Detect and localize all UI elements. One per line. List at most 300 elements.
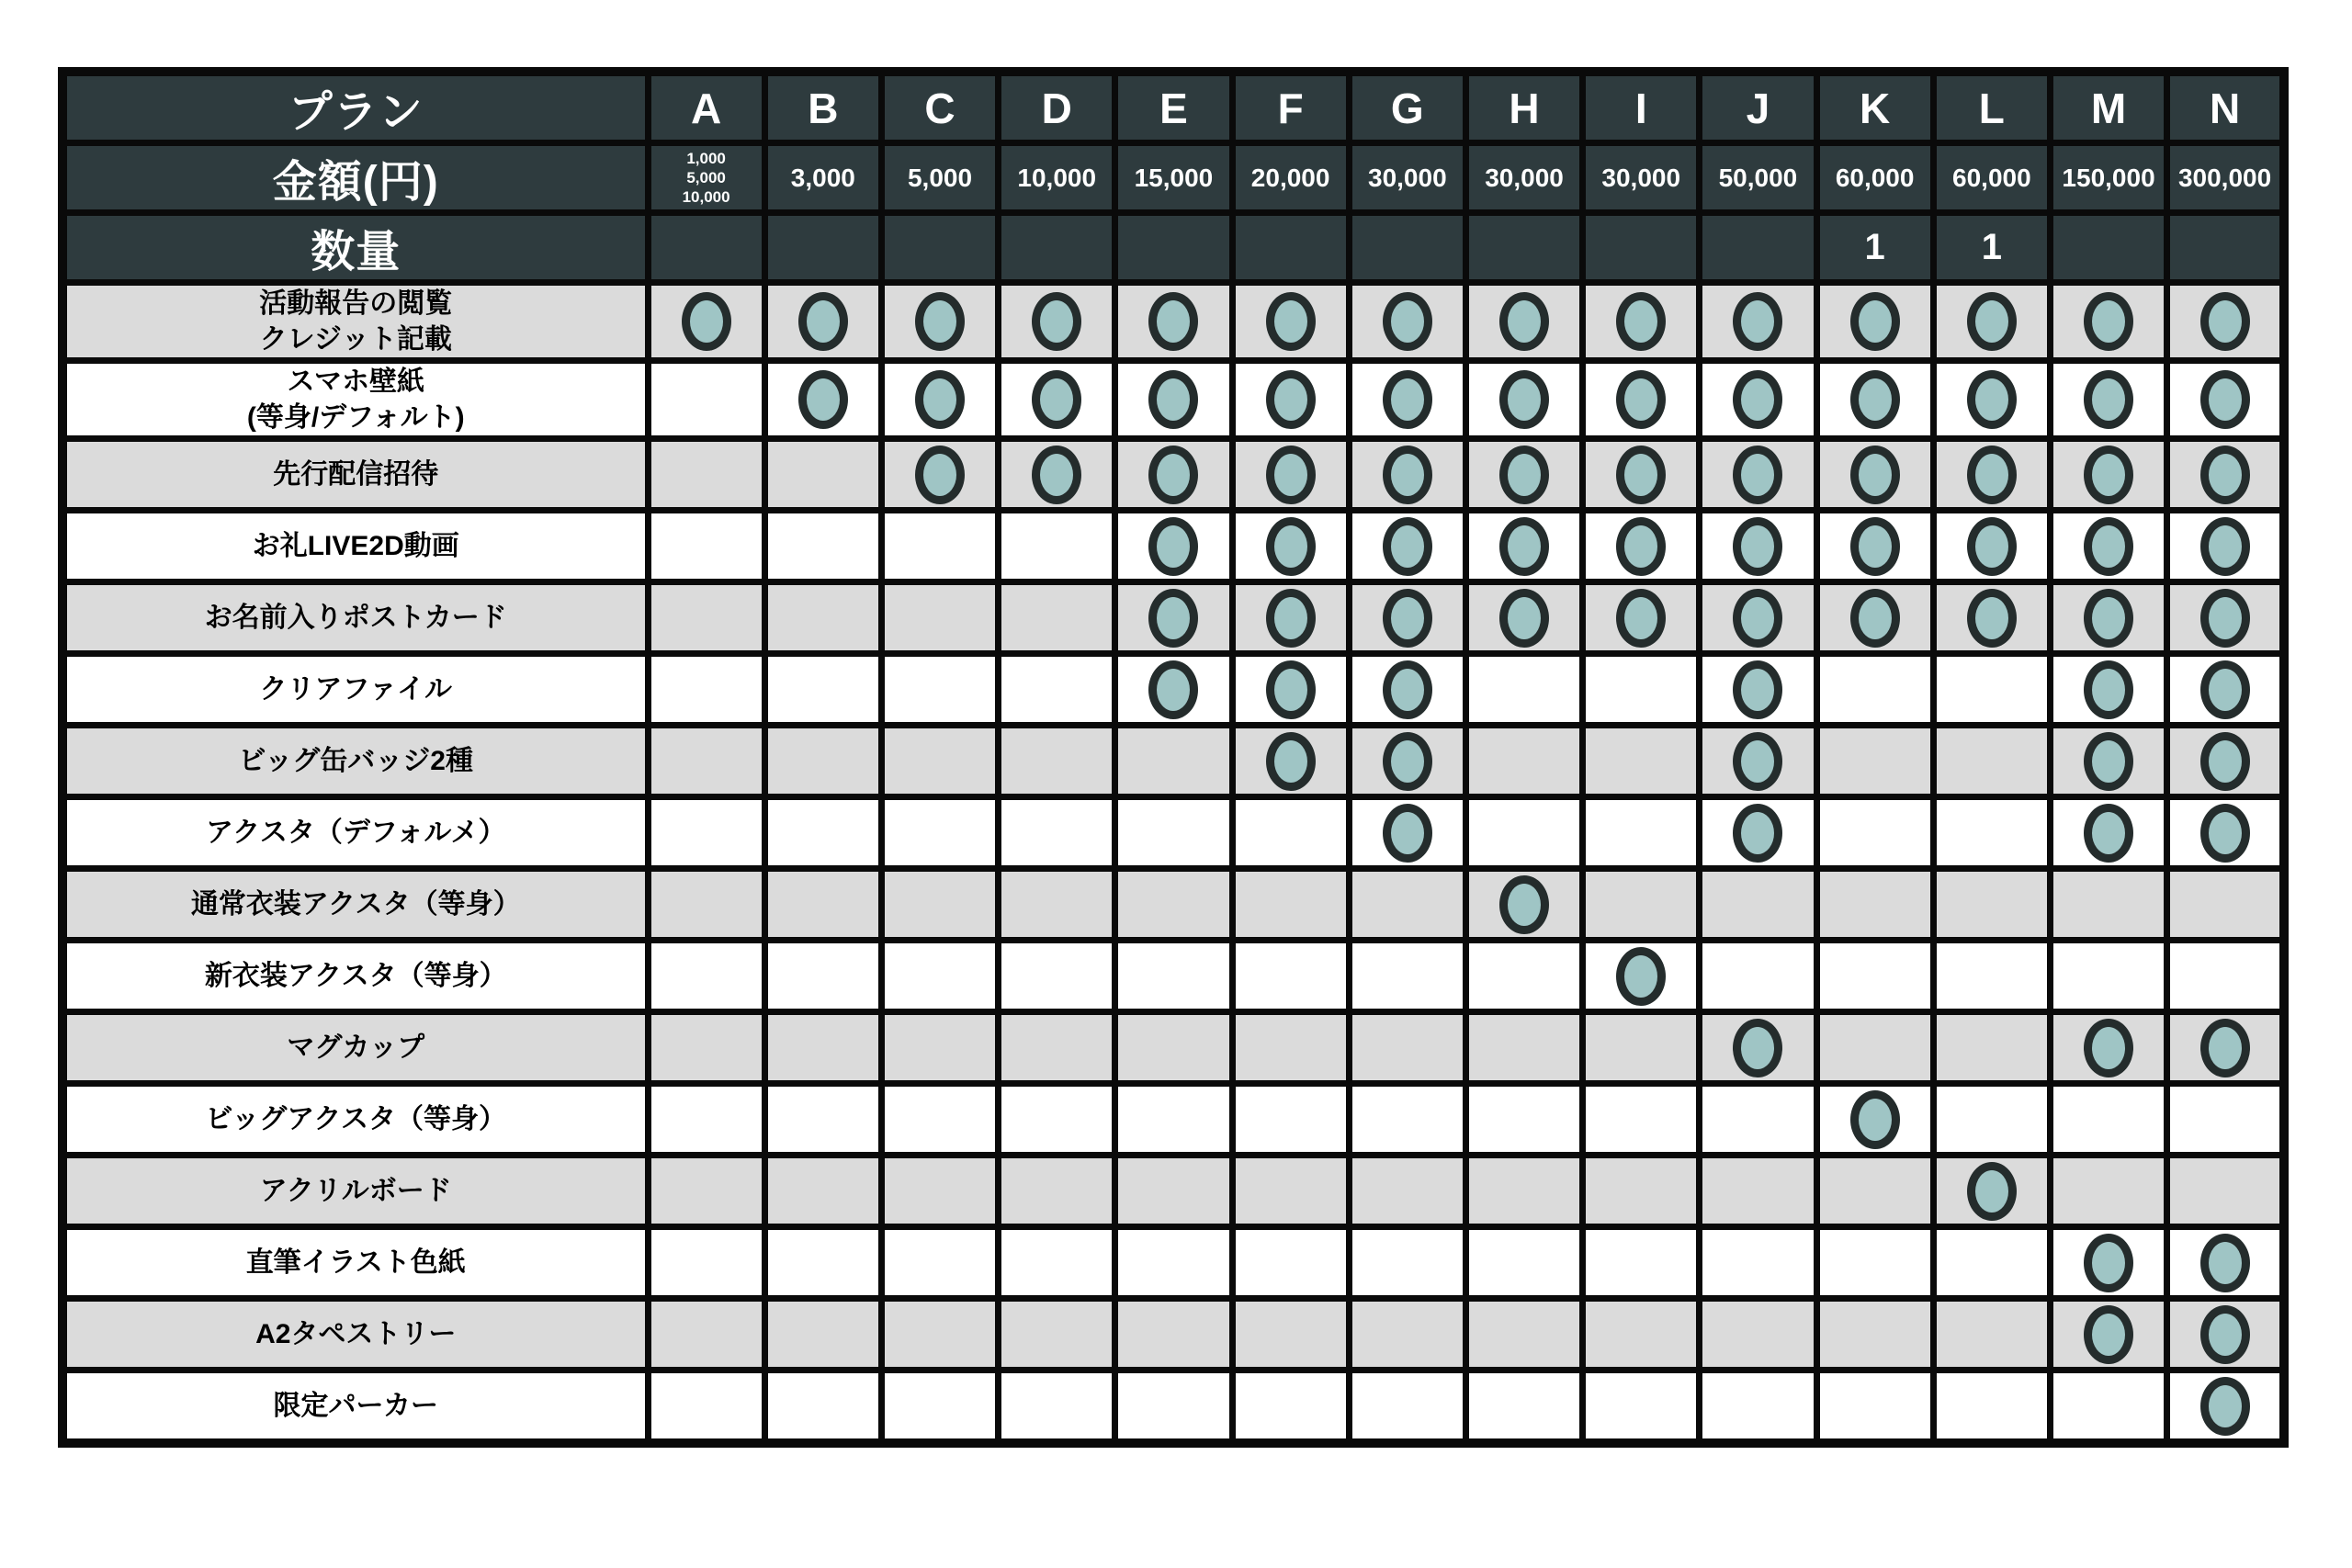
benefit-cell-M-0 [2050,283,2166,361]
benefit-cell-C-15 [881,1371,998,1444]
benefit-cell-J-6 [1700,726,1816,797]
plan-letter-I: I [1583,72,1700,143]
benefit-cell-J-3 [1700,511,1816,582]
benefit-cell-L-1 [1933,361,2050,439]
check-circle-icon [2084,804,2133,863]
price-A-line: 10,000 [682,188,730,207]
benefit-cell-J-2 [1700,439,1816,511]
benefit-row-6 [62,726,2284,797]
check-circle-icon [1148,517,1198,576]
benefit-cell-G-13 [1349,1227,1465,1299]
benefit-row-label [62,726,648,797]
benefit-cell-H-5 [1465,654,1582,726]
benefit-cell-L-3 [1933,511,2050,582]
price-cell-J [1700,143,1816,213]
check-circle-icon [1383,804,1432,863]
benefit-label-1-line: (等身/デフォルト) [246,402,465,433]
benefit-cell-D-10 [999,1012,1115,1084]
check-circle-icon [915,370,965,429]
benefit-row-7 [62,797,2284,869]
price-E-line: 15,000 [1134,163,1214,192]
benefit-cell-A-14 [648,1299,764,1371]
benefit-label-0-line: クレジット記載 [259,324,452,355]
price-A-line: 1,000 [686,149,726,167]
benefit-cell-B-0 [764,283,881,361]
plan-letter-E: E [1115,72,1232,143]
benefit-cell-M-15 [2050,1371,2166,1444]
price-L-line: 60,000 [1952,163,2031,192]
benefit-cell-F-6 [1232,726,1349,797]
benefit-cell-C-2 [881,439,998,511]
benefit-cell-E-12 [1115,1156,1232,1227]
price-cell-E [1115,143,1232,213]
price-cell-M [2050,143,2166,213]
benefit-cell-G-8 [1349,869,1465,941]
check-circle-icon [1733,517,1782,576]
benefit-cell-F-12 [1232,1156,1349,1227]
check-circle-icon [1850,517,1900,576]
check-circle-icon [1032,446,1081,504]
check-circle-icon [2084,1019,2133,1077]
benefit-cell-E-10 [1115,1012,1232,1084]
quantity-cell-B [764,213,881,283]
check-circle-icon [2200,370,2250,429]
benefit-cell-J-7 [1700,797,1816,869]
benefit-cell-N-9 [2167,941,2284,1012]
check-circle-icon [1733,446,1782,504]
benefit-row-4 [62,582,2284,654]
check-circle-icon [1499,589,1549,648]
benefit-cell-M-2 [2050,439,2166,511]
benefit-cell-M-14 [2050,1299,2166,1371]
benefit-cell-F-11 [1232,1084,1349,1156]
benefit-row-10 [62,1012,2284,1084]
check-circle-icon [1967,517,2017,576]
check-circle-icon [1499,446,1549,504]
benefit-cell-H-6 [1465,726,1582,797]
check-circle-icon [1616,370,1666,429]
quantity-cell-H [1465,213,1582,283]
quantity-cell-J [1700,213,1816,283]
check-circle-icon [1967,370,2017,429]
check-circle-icon [1616,446,1666,504]
benefit-cell-F-8 [1232,869,1349,941]
check-circle-icon [2084,446,2133,504]
benefit-label-8-line: 通常衣装アクスタ（等身） [190,889,521,919]
check-circle-icon [1266,589,1316,648]
benefit-cell-M-6 [2050,726,2166,797]
check-circle-icon [798,292,848,351]
price-C-line: 5,000 [907,163,973,192]
benefit-cell-C-6 [881,726,998,797]
benefit-cell-M-5 [2050,654,2166,726]
benefit-cell-N-1 [2167,361,2284,439]
benefit-cell-G-15 [1349,1371,1465,1444]
benefit-cell-L-10 [1933,1012,2050,1084]
benefit-cell-F-10 [1232,1012,1349,1084]
check-circle-icon [1616,517,1666,576]
check-circle-icon [2200,732,2250,791]
check-circle-icon [2084,1305,2133,1364]
plan-letter-L: L [1933,72,2050,143]
benefit-cell-I-12 [1583,1156,1700,1227]
benefit-cell-E-2 [1115,439,1232,511]
benefit-cell-D-9 [999,941,1115,1012]
benefit-cell-A-15 [648,1371,764,1444]
benefit-label-1-line: スマホ壁紙 [287,367,424,397]
benefit-cell-A-3 [648,511,764,582]
benefit-cell-I-8 [1583,869,1700,941]
benefit-cell-K-9 [1816,941,1933,1012]
benefit-cell-J-8 [1700,869,1816,941]
benefit-cell-I-11 [1583,1084,1700,1156]
check-circle-icon [2084,589,2133,648]
price-cell-A [648,143,764,213]
benefit-cell-A-8 [648,869,764,941]
benefit-row-label [62,1227,648,1299]
benefit-cell-B-10 [764,1012,881,1084]
benefit-cell-N-0 [2167,283,2284,361]
benefit-cell-K-14 [1816,1299,1933,1371]
benefit-cell-G-9 [1349,941,1465,1012]
benefit-label-6-line: ビッグ缶バッジ2種 [238,746,473,776]
benefit-row-15 [62,1371,2284,1444]
benefit-cell-L-13 [1933,1227,2050,1299]
benefit-row-label [62,1299,648,1371]
quantity-header-row [62,213,2284,283]
quantity-cell-G [1349,213,1465,283]
benefit-row-3 [62,511,2284,582]
benefit-cell-I-1 [1583,361,1700,439]
benefit-label-5-line: クリアファイル [259,674,452,705]
benefit-cell-G-12 [1349,1156,1465,1227]
benefit-cell-B-11 [764,1084,881,1156]
benefit-cell-D-12 [999,1156,1115,1227]
benefit-row-label [62,654,648,726]
check-circle-icon [1383,660,1432,719]
price-cell-N [2167,143,2284,213]
benefit-cell-J-1 [1700,361,1816,439]
check-circle-icon [1967,589,2017,648]
benefit-row-12 [62,1156,2284,1227]
check-circle-icon [1499,517,1549,576]
check-circle-icon [1616,589,1666,648]
benefit-cell-F-5 [1232,654,1349,726]
benefit-cell-F-2 [1232,439,1349,511]
benefit-cell-B-3 [764,511,881,582]
plan-letter-B: B [764,72,881,143]
benefit-cell-H-3 [1465,511,1582,582]
benefit-cell-J-12 [1700,1156,1816,1227]
benefit-row-label [62,439,648,511]
check-circle-icon [682,292,731,351]
check-circle-icon [915,446,965,504]
benefit-cell-L-11 [1933,1084,2050,1156]
check-circle-icon [1499,292,1549,351]
benefit-cell-G-4 [1349,582,1465,654]
check-circle-icon [798,370,848,429]
benefit-label-0-line: 活動報告の閲覧 [259,288,453,319]
check-circle-icon [1733,804,1782,863]
quantity-cell-I [1583,213,1700,283]
benefit-label-3-line: お礼LIVE2D動画 [252,531,459,561]
plan-letter-A: A [648,72,764,143]
benefit-row-label [62,1156,648,1227]
check-circle-icon [1733,292,1782,351]
benefit-cell-A-11 [648,1084,764,1156]
benefit-row-1 [62,361,2284,439]
benefit-row-label [62,941,648,1012]
check-circle-icon [1266,446,1316,504]
check-circle-icon [1148,292,1198,351]
check-circle-icon [2200,1234,2250,1292]
check-circle-icon [1499,370,1549,429]
benefit-cell-F-13 [1232,1227,1349,1299]
price-G-line: 30,000 [1368,163,1447,192]
benefit-row-label [62,511,648,582]
benefit-cell-N-12 [2167,1156,2284,1227]
benefit-cell-M-13 [2050,1227,2166,1299]
benefit-cell-E-4 [1115,582,1232,654]
benefit-row-14 [62,1299,2284,1371]
price-cell-K [1816,143,1933,213]
plan-letter-M: M [2050,72,2166,143]
benefit-cell-E-13 [1115,1227,1232,1299]
check-circle-icon [1967,446,2017,504]
quantity-cell-L: 1 [1933,213,2050,283]
quantity-cell-D [999,213,1115,283]
benefit-cell-M-4 [2050,582,2166,654]
benefit-cell-E-11 [1115,1084,1232,1156]
benefit-cell-L-7 [1933,797,2050,869]
benefit-label-7-line: アクスタ（デフォルメ） [206,818,506,848]
check-circle-icon [1383,589,1432,648]
benefit-cell-N-8 [2167,869,2284,941]
price-D-line: 10,000 [1017,163,1097,192]
benefit-cell-B-8 [764,869,881,941]
benefit-cell-B-14 [764,1299,881,1371]
benefit-cell-E-0 [1115,283,1232,361]
benefit-cell-K-11 [1816,1084,1933,1156]
benefit-cell-C-8 [881,869,998,941]
plan-letter-J: J [1700,72,1816,143]
check-circle-icon [1383,517,1432,576]
plan-header-row [62,72,2284,143]
benefit-cell-H-11 [1465,1084,1582,1156]
benefit-cell-D-0 [999,283,1115,361]
check-circle-icon [1616,947,1666,1006]
benefit-cell-K-13 [1816,1227,1933,1299]
check-circle-icon [2200,660,2250,719]
benefit-cell-D-7 [999,797,1115,869]
check-circle-icon [2084,732,2133,791]
check-circle-icon [915,292,965,351]
check-circle-icon [2200,804,2250,863]
benefit-cell-A-10 [648,1012,764,1084]
price-cell-B [764,143,881,213]
benefit-cell-J-4 [1700,582,1816,654]
price-cell-I [1583,143,1700,213]
benefit-cell-H-1 [1465,361,1582,439]
benefit-cell-C-7 [881,797,998,869]
benefit-cell-C-4 [881,582,998,654]
benefit-row-9 [62,941,2284,1012]
benefit-cell-B-6 [764,726,881,797]
benefits-table [58,67,2289,1448]
benefit-cell-L-14 [1933,1299,2050,1371]
benefit-cell-I-13 [1583,1227,1700,1299]
benefit-cell-G-7 [1349,797,1465,869]
benefit-label-10-line: マグカップ [287,1032,425,1063]
benefit-label-2-line: 先行配信招待 [273,459,439,490]
benefit-cell-G-1 [1349,361,1465,439]
benefit-cell-H-14 [1465,1299,1582,1371]
benefit-row-13 [62,1227,2284,1299]
benefit-cell-E-9 [1115,941,1232,1012]
benefit-cell-G-0 [1349,283,1465,361]
benefit-cell-B-13 [764,1227,881,1299]
benefit-cell-N-13 [2167,1227,2284,1299]
benefit-cell-M-3 [2050,511,2166,582]
benefit-cell-N-2 [2167,439,2284,511]
benefit-cell-B-4 [764,582,881,654]
benefit-cell-F-0 [1232,283,1349,361]
benefit-cell-I-4 [1583,582,1700,654]
benefit-cell-N-11 [2167,1084,2284,1156]
benefit-row-5 [62,654,2284,726]
benefit-cell-N-4 [2167,582,2284,654]
benefit-cell-J-13 [1700,1227,1816,1299]
benefit-cell-B-9 [764,941,881,1012]
check-circle-icon [2084,370,2133,429]
benefit-cell-B-15 [764,1371,881,1444]
check-circle-icon [1266,732,1316,791]
quantity-cell-A [648,213,764,283]
price-cell-D [999,143,1115,213]
benefit-cell-M-10 [2050,1012,2166,1084]
benefit-cell-F-9 [1232,941,1349,1012]
benefit-cell-A-13 [648,1227,764,1299]
benefit-cell-K-5 [1816,654,1933,726]
check-circle-icon [1383,732,1432,791]
benefit-cell-E-14 [1115,1299,1232,1371]
quantity-cell-N [2167,213,2284,283]
benefit-cell-L-15 [1933,1371,2050,1444]
benefit-cell-D-13 [999,1227,1115,1299]
benefit-cell-N-15 [2167,1371,2284,1444]
check-circle-icon [1266,370,1316,429]
check-circle-icon [1383,446,1432,504]
benefit-cell-L-2 [1933,439,2050,511]
benefit-cell-E-1 [1115,361,1232,439]
check-circle-icon [2084,292,2133,351]
benefit-cell-B-2 [764,439,881,511]
price-A-line: 5,000 [686,168,726,186]
benefit-label-9-line: 新衣装アクスタ（等身） [204,961,507,991]
benefit-cell-K-12 [1816,1156,1933,1227]
benefit-cell-D-4 [999,582,1115,654]
benefit-cell-K-8 [1816,869,1933,941]
quantity-cell-E [1115,213,1232,283]
plan-letter-F: F [1232,72,1349,143]
benefit-row-label [62,283,648,361]
benefit-cell-A-5 [648,654,764,726]
check-circle-icon [1148,370,1198,429]
benefit-cell-N-7 [2167,797,2284,869]
benefit-label-11-line: ビッグアクスタ（等身） [205,1104,507,1134]
benefit-cell-K-0 [1816,283,1933,361]
check-circle-icon [1499,875,1549,934]
benefit-cell-H-10 [1465,1012,1582,1084]
check-circle-icon [1266,292,1316,351]
benefit-cell-J-14 [1700,1299,1816,1371]
benefit-cell-E-8 [1115,869,1232,941]
benefit-row-label [62,1371,648,1444]
benefit-cell-H-12 [1465,1156,1582,1227]
check-circle-icon [1733,1019,1782,1077]
benefit-cell-J-5 [1700,654,1816,726]
benefit-cell-B-5 [764,654,881,726]
check-circle-icon [1032,370,1081,429]
benefit-cell-D-8 [999,869,1115,941]
benefit-row-2 [62,439,2284,511]
benefit-cell-I-2 [1583,439,1700,511]
benefit-row-label [62,1084,648,1156]
price-cell-H [1465,143,1582,213]
check-circle-icon [1266,660,1316,719]
check-circle-icon [2200,589,2250,648]
benefit-label-14-line: A2タペストリー [255,1319,457,1349]
benefit-cell-M-11 [2050,1084,2166,1156]
benefit-cell-N-6 [2167,726,2284,797]
benefit-cell-A-9 [648,941,764,1012]
check-circle-icon [1148,660,1198,719]
quantity-cell-K: 1 [1816,213,1933,283]
benefit-cell-I-15 [1583,1371,1700,1444]
quantity-cell-F [1232,213,1349,283]
benefit-cell-J-10 [1700,1012,1816,1084]
benefit-cell-J-15 [1700,1371,1816,1444]
check-circle-icon [2084,1234,2133,1292]
benefit-cell-J-11 [1700,1084,1816,1156]
benefit-cell-C-10 [881,1012,998,1084]
benefit-cell-C-5 [881,654,998,726]
benefit-row-11 [62,1084,2284,1156]
quantity-header-label: 数量 [62,213,648,283]
benefit-cell-D-1 [999,361,1115,439]
plan-letter-N: N [2167,72,2284,143]
benefit-cell-H-13 [1465,1227,1582,1299]
check-circle-icon [1733,660,1782,719]
benefit-cell-A-7 [648,797,764,869]
benefit-cell-K-15 [1816,1371,1933,1444]
benefit-row-label [62,797,648,869]
table-head [62,72,2284,283]
benefit-label-4-line: お名前入りポストカード [204,603,507,633]
check-circle-icon [1967,1162,2017,1221]
benefit-label-12-line: アクリルボード [259,1176,452,1206]
benefit-cell-K-10 [1816,1012,1933,1084]
benefit-cell-C-9 [881,941,998,1012]
check-circle-icon [1850,370,1900,429]
benefit-cell-D-3 [999,511,1115,582]
price-cell-F [1232,143,1349,213]
benefit-cell-I-5 [1583,654,1700,726]
price-F-line: 20,000 [1250,163,1330,192]
benefit-cell-N-3 [2167,511,2284,582]
check-circle-icon [2200,292,2250,351]
check-circle-icon [1032,292,1081,351]
